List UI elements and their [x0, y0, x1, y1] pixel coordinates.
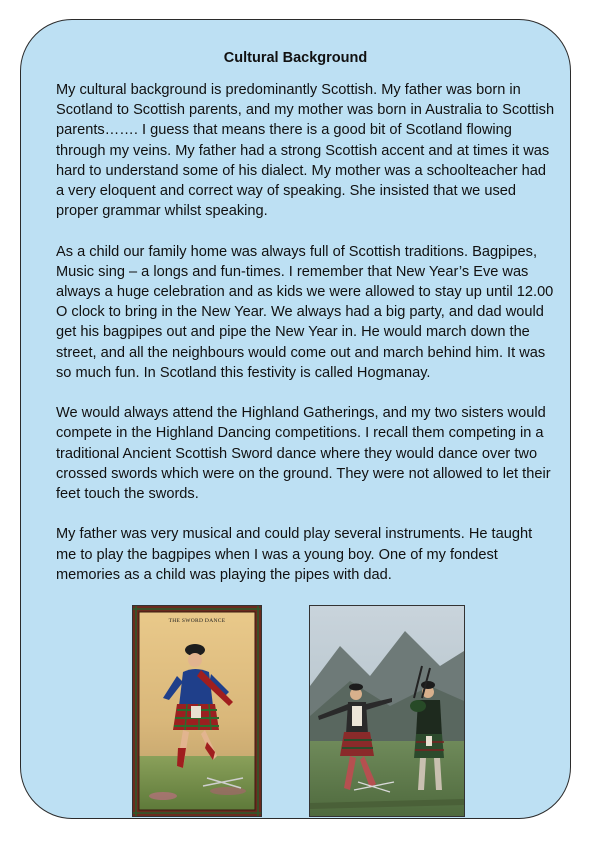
body-text	[56, 80, 556, 605]
paragraph-3: We would always attend the Highland Gatherings, and my two sisters would compete in the Highland Dancing competitions. I recall them competing in a traditional Ancient Scottish Sword dance where they would dance over two crossed swords which were on the ground. They were not allowed to let their feet touch the swords.	[56, 405, 551, 503]
content-card	[20, 19, 571, 819]
paragraph-2: As a child our family home was always full of Scottish traditions. Bagpipes, Music sing – a longs and fun-times. I remember that New Year’s Eve was always a huge celebration and as kids we were allowed to stay up until 12.00 O clock to bring in the New Year. We always had a big party, and dad would get his bagpipes out and pipe the New Year in. He would march down the street, and all the neighbours would come out and march behind him. It was so much fun. In Scotland this festivity is called Hogmanay.	[56, 243, 554, 381]
sword-dance-image	[132, 605, 262, 817]
dancer-and-piper-image	[309, 605, 465, 817]
paragraph-4: My father was very musical and could play several instruments. He taught me to play the bagpipes when I was a young boy. One of my fondest memories as a child was playing the pipes with dad.	[56, 526, 533, 583]
page-title: Cultural Background	[223, 50, 368, 66]
paragraph-1: My cultural background is predominantly Scottish. My father was born in Scotland to Scottish parents, and my mother was born in Australia to Scottish parents……. I guess that means there is a good bit of Scotland flowing through my veins. My father had a strong Scottish accent and at times it was hard to understand some of his dialect. My mother was a schoolteacher had a very eloquent and correct way of speaking. She insisted that we used proper grammar whilst speaking.	[56, 82, 555, 220]
image-caption: THE SWORD DANCE	[168, 618, 226, 624]
